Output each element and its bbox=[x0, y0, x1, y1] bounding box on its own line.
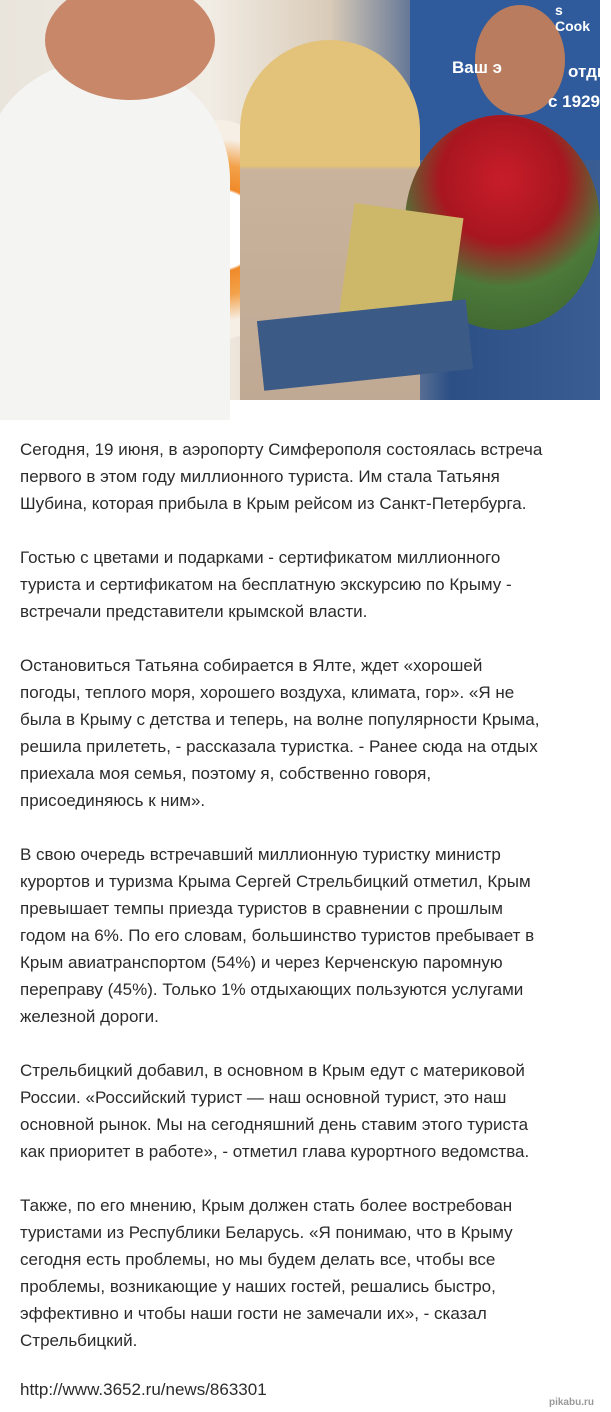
paragraph-line: погоды, теплого моря, хорошего воздуха, климата, гор». «Я не bbox=[20, 683, 515, 702]
article-paragraph bbox=[20, 652, 590, 814]
paragraph-line: Стрельбицкий добавил, в основном в Крым едут с материковой bbox=[20, 1061, 525, 1080]
paragraph-line: годом на 6%. По его словам, большинство туристов пребывает в bbox=[20, 926, 535, 945]
paragraph-line: превышает темпы приезда туристов в сравнении с прошлым bbox=[20, 899, 503, 918]
pikabu-watermark: pikabu.ru bbox=[548, 1397, 594, 1408]
article-paragraph bbox=[20, 544, 590, 625]
article-paragraph bbox=[20, 1192, 590, 1354]
paragraph-line: курортов и туризма Крыма Сергей Стрельбицкий отметил, Крым bbox=[20, 872, 531, 891]
paragraph-line: Стрельбицкий. bbox=[20, 1331, 138, 1350]
paragraph-line: первого в этом году миллионного туриста. Им стала Татьяня bbox=[20, 467, 500, 486]
article-paragraph bbox=[20, 436, 590, 517]
paragraph-line: железной дороги. bbox=[20, 1007, 159, 1026]
paragraph-line: проблемы, возникающие у наших гостей, решались быстро, bbox=[20, 1277, 496, 1296]
paragraph-line: В свою очередь встречавший миллионную туристку министр bbox=[20, 845, 501, 864]
paragraph-line: Шубина, которая прибыла в Крым рейсом из Санкт-Петербурга. bbox=[20, 494, 527, 513]
paragraph-line: Сегодня, 19 июня, в аэропорту Симферополя состоялась встреча bbox=[20, 440, 543, 459]
paragraph-line: Остановиться Татьяна собирается в Ялте, ждет «хорошей bbox=[20, 656, 483, 675]
banner-text: Ваш э bbox=[452, 58, 503, 77]
paragraph-line: Крым авиатранспортом (54%) и через Керченскую паромную bbox=[20, 953, 503, 972]
article-paragraph bbox=[20, 1057, 590, 1165]
paragraph-line: приехала моя семья, поэтому я, собственно говоря, bbox=[20, 764, 432, 783]
paragraph-line: встречали представители крымской власти. bbox=[20, 602, 368, 621]
paragraph-line: России. «Российский турист — наш основной турист, это наш bbox=[20, 1088, 507, 1107]
article-paragraph bbox=[20, 841, 590, 1030]
paragraph-line: была в Крыму с детства и теперь, на волне популярности Крыма, bbox=[20, 710, 540, 729]
paragraph-line: как приоритет в работе», - отметил глава курортного ведомства. bbox=[20, 1142, 530, 1161]
paragraph-line: Также, по его мнению, Крым должен стать более востребован bbox=[20, 1196, 513, 1215]
paragraph-line: туристами из Республики Беларусь. «Я понимаю, что в Крыму bbox=[20, 1223, 513, 1242]
banner-text: отды bbox=[568, 62, 611, 81]
paragraph-line: сегодня есть проблемы, но мы будем делать все, чтобы все bbox=[20, 1250, 496, 1269]
paragraph-line: туриста и сертификатом на бесплатную экскурсию по Крыму - bbox=[20, 575, 512, 594]
paragraph-line: присоединяюсь к ним». bbox=[20, 791, 206, 810]
paragraph-line: переправу (45%). Только 1% отдыхающих пользуются услугами bbox=[20, 980, 524, 999]
article-body bbox=[20, 436, 590, 1381]
article-photo bbox=[0, 0, 611, 400]
paragraph-line: эффективно и чтобы наши гости не замечали их», - сказал bbox=[20, 1304, 487, 1323]
man-left bbox=[0, 60, 230, 420]
banner-text: s Cook bbox=[555, 2, 590, 34]
paragraph-line: Гостью с цветами и подарками - сертификатом миллионного bbox=[20, 548, 501, 567]
paragraph-line: основной рынок. Мы на сегодняшний день ставим этого туриста bbox=[20, 1115, 529, 1134]
banner-text: с 1929 bbox=[548, 92, 600, 111]
paragraph-line: решила прилететь, - рассказала туристка. - Ранее сюда на отдых bbox=[20, 737, 538, 756]
source-link[interactable]: http://www.3652.ru/news/863301 bbox=[20, 1380, 267, 1399]
